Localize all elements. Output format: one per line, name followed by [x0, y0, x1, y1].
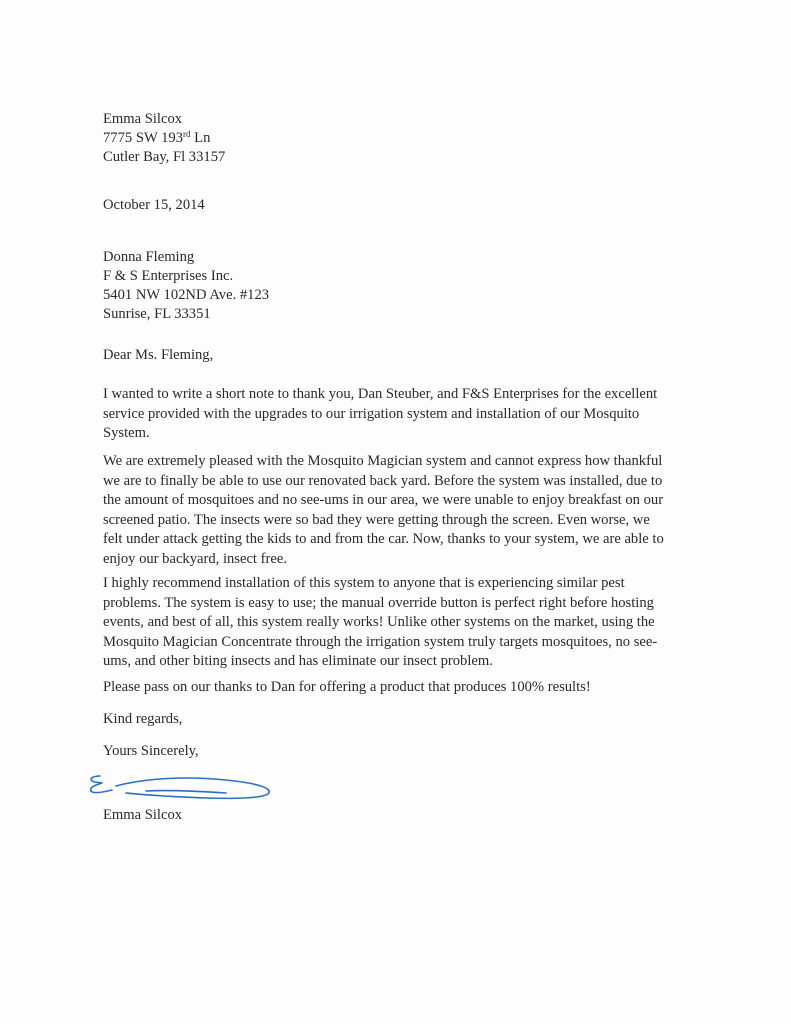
paragraph-3 [103, 574, 663, 672]
paragraph-line: service provided with the upgrades to our irrigation system and installation of our Mosquito [103, 405, 640, 422]
salutation: Dear Ms. Fleming, [103, 347, 214, 363]
paragraph-line: System. [103, 425, 150, 441]
paragraph-line: the amount of mosquitoes and no see-ums in our area, we were unable to enjoy breakfast on our [103, 492, 664, 508]
closing-kind-regards: Kind regards, [103, 711, 183, 727]
sender-street-suffix: rd [183, 129, 191, 139]
sender-street [103, 129, 225, 148]
paragraph-line: enjoy our backyard, insect free. [103, 550, 287, 567]
paragraph-1 [103, 385, 663, 444]
paragraph-line: I highly recommend installation of this system to anyone that is experiencing similar pest [103, 575, 625, 591]
recipient-street: 5401 NW 102ND Ave. #123 [103, 287, 270, 303]
paragraph-line: screened patio. The insects were so bad they were getting through the screen. Even worse, we [103, 511, 650, 528]
paragraph-line: events, and best of all, this system really works! Unlike other systems on the market, using the [103, 614, 655, 630]
paragraph-line: felt under attack getting the kids to and from the car. Now, thanks to your system, we are able to [103, 531, 664, 547]
letter-date: October 15, 2014 [103, 197, 205, 213]
paragraph-line: I wanted to write a short note to thank you, Dan Steuber, and F&S Enterprises for the excellent [103, 386, 658, 402]
paragraph-line: Please pass on our thanks to Dan for offering a product that produces 100% results! [103, 679, 591, 695]
paragraph-line: we are to finally be able to use our renovated back yard. Before the system was installed, due to [103, 472, 663, 489]
sender-city: Cutler Bay, Fl 33157 [103, 149, 226, 165]
recipient-company: F & S Enterprises Inc. [103, 268, 234, 284]
paragraph-line: problems. The system is easy to use; the manual override button is perfect right before hosting [103, 594, 654, 611]
closing-yours-sincerely: Yours Sincerely, [103, 743, 199, 759]
signature-name: Emma Silcox [103, 807, 183, 823]
recipient-city: Sunrise, FL 33351 [103, 306, 211, 322]
sender-name: Emma Silcox [103, 111, 183, 127]
paragraph-4 [103, 678, 663, 698]
handwritten-signature [86, 770, 276, 810]
sender-street-type: Ln [190, 130, 211, 146]
sender-address [103, 110, 225, 167]
recipient-address [103, 248, 269, 324]
paragraph-line: We are extremely pleased with the Mosquito Magician system and cannot express how thankful [103, 453, 663, 469]
paragraph-2 [103, 452, 663, 569]
paragraph-line: ums, and other biting insects and has eliminate our insect problem. [103, 653, 493, 669]
recipient-name: Donna Fleming [103, 249, 195, 265]
paragraph-line: Mosquito Magician Concentrate through the irrigation system truly targets mosquitoes, no see- [103, 633, 658, 650]
sender-street-number: 7775 SW 193 [103, 130, 184, 146]
